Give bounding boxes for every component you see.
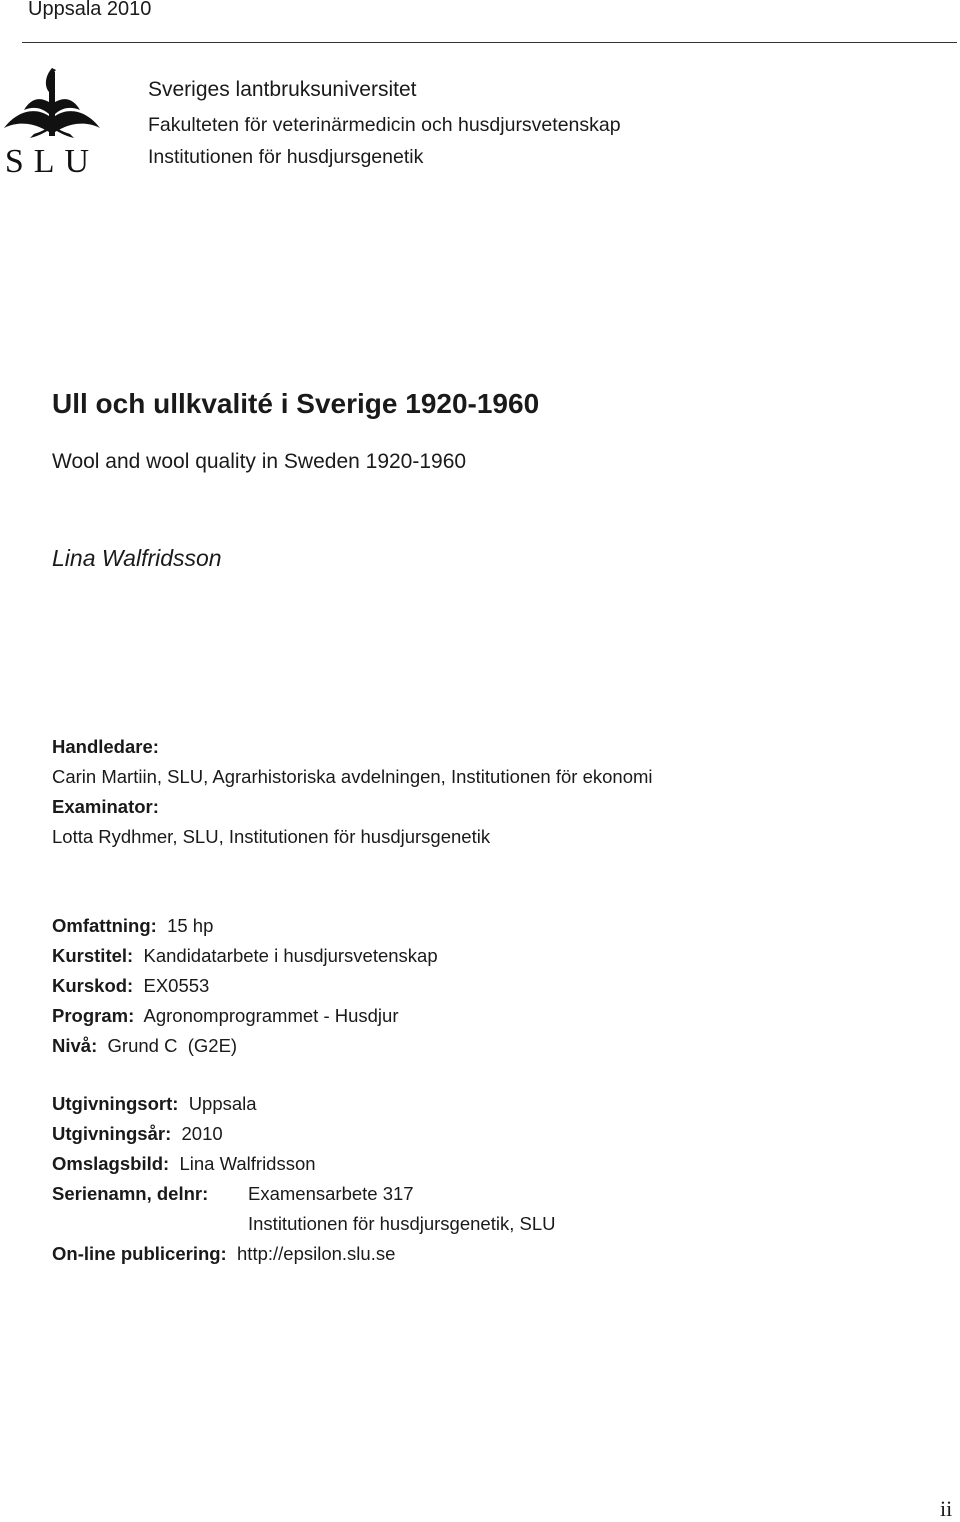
course-row: [52, 1001, 438, 1031]
course-label: Omfattning:: [52, 915, 157, 936]
thesis-title: Ull och ullkvalité i Sverige 1920-1960: [52, 388, 540, 419]
examiner-label: Examinator:: [52, 796, 159, 817]
faculty-name: Fakulteten för veterinärmedicin och husdjursvetenskap: [148, 114, 621, 136]
logo-text: SLU: [4, 143, 100, 178]
course-row: [52, 911, 438, 941]
page-number: ii: [940, 1496, 953, 1521]
course-value: Kandidatarbete i husdjursvetenskap: [143, 945, 438, 966]
course-value: Agronomprogrammet - Husdjur: [143, 1005, 399, 1026]
thesis-title-english: Wool and wool quality in Sweden 1920-1960: [52, 450, 467, 473]
series-value: Examensarbete 317: [248, 1183, 414, 1204]
cover-value: Lina Walfridsson: [179, 1153, 316, 1174]
author-name: Lina Walfridsson: [52, 545, 222, 571]
online-label: On-line publicering:: [52, 1243, 227, 1264]
examiner-value: Lotta Rydhmer, SLU, Institutionen för husdjursgenetik: [52, 826, 491, 847]
series-sub-value: Institutionen för husdjursgenetik, SLU: [248, 1213, 556, 1234]
university-name: Sveriges lantbruksuniversitet: [148, 78, 417, 101]
course-label: Kurskod:: [52, 975, 134, 996]
course-row: [52, 941, 438, 971]
supervisor-label: Handledare:: [52, 736, 159, 757]
course-block: [52, 911, 438, 1061]
year-value: 2010: [181, 1123, 223, 1144]
department-name: Institutionen för husdjursgenetik: [148, 146, 424, 168]
place-value: Uppsala: [188, 1093, 257, 1114]
course-value: EX0553: [143, 975, 210, 996]
course-label: Program:: [52, 1005, 135, 1026]
online-link[interactable]: http://epsilon.slu.se: [237, 1243, 396, 1264]
course-label: Nivå:: [52, 1035, 98, 1056]
header-divider: [22, 42, 957, 43]
course-row: [52, 1031, 438, 1061]
place-label: Utgivningsort:: [52, 1093, 179, 1114]
series-label: Serienamn, delnr:: [52, 1183, 209, 1204]
running-head: Uppsala 2010: [28, 0, 152, 20]
year-label: Utgivningsår:: [52, 1123, 172, 1144]
course-label: Kurstitel:: [52, 945, 134, 966]
cover-label: Omslagsbild:: [52, 1153, 170, 1174]
course-value: Grund C (G2E): [107, 1035, 238, 1056]
supervisor-value: Carin Martiin, SLU, Agrarhistoriska avdelningen, Institutionen för ekonomi: [52, 766, 653, 787]
slu-tree-logo-icon: [0, 66, 104, 178]
course-row: [52, 971, 438, 1001]
course-value: 15 hp: [167, 915, 214, 936]
supervision-block: [52, 732, 653, 852]
publication-block: [52, 1089, 555, 1269]
